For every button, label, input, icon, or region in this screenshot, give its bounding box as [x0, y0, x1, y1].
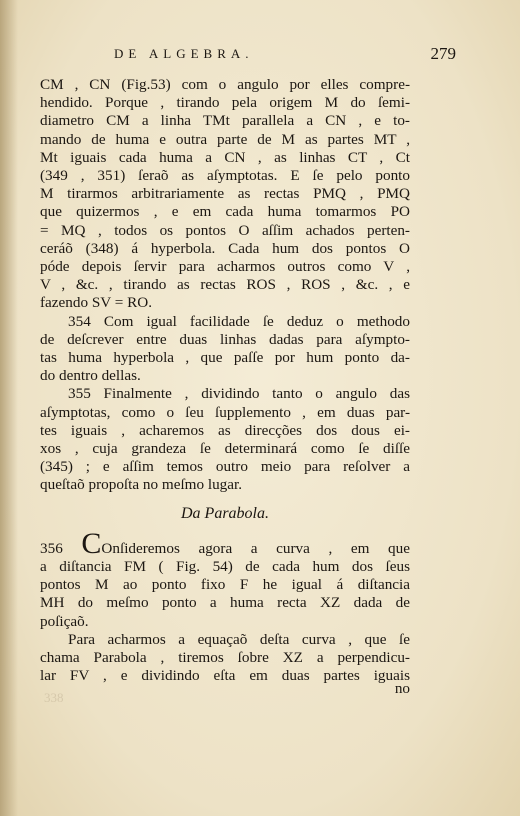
text-line: mando de huma e outra parte de M as partes MT ,: [40, 130, 410, 148]
text-line: que quizermos , e em cada huma tomarmos PO: [40, 203, 410, 221]
page-header: [84, 44, 456, 66]
section-heading: Da Parabola.: [181, 504, 269, 522]
text-line: 355 Finalmente , dividindo tanto o angulo das: [68, 385, 410, 403]
text-line: de deſcrever entre duas linhas dadas para aſympto-: [40, 330, 410, 348]
text-line: ceráõ (348) á hyperbola. Cada hum dos pontos O: [40, 239, 410, 257]
paragraph-354: [40, 313, 410, 386]
text-line: póde depois ſervir para acharmos outros como V ,: [40, 258, 410, 276]
text-line: 354 Com igual facilidade ſe deduz o methodo: [68, 312, 410, 330]
paragraph-355: [40, 385, 410, 494]
text-line: xos , cuja grandeza ſe determinará como ſe diſſe: [40, 440, 410, 458]
text-line: (345) ; e aſſim temos outro meio para reſolver a: [40, 458, 410, 476]
text-line: lar FV , e dividindo eſta em duas partes iguais: [40, 667, 410, 685]
text-line: M tirarmos arbitrariamente as rectas PMQ , PMQ: [40, 185, 410, 203]
text-line: queſtaõ propoſta no meſmo lugar.: [40, 476, 243, 494]
text-line: pontos M ao ponto fixo F he igual á diſtancia: [40, 576, 410, 594]
text-line: tas huma hyperbola , que paſſe por hum ponto da-: [40, 349, 410, 367]
catchword: no: [394, 680, 410, 697]
text-line: hendido. Porque , tirando pela origem M do ſemi-: [40, 94, 410, 112]
text-line: MH do meſmo ponto a huma recta XZ dada de: [40, 594, 410, 612]
paragraph-next: [40, 631, 410, 686]
text-line: diametro CM a linha TMt parallela a CN , e to-: [40, 112, 410, 130]
body-text: [40, 76, 410, 686]
bleed-through: 338: [44, 690, 64, 705]
text-line: tes iguais , acharemos as direcções dos dous ei-: [40, 421, 410, 439]
text-line: aſymptotas, como o ſeu ſupplemento , em duas par-: [40, 403, 410, 421]
paragraph-number: 356: [40, 539, 63, 557]
text-line: (349 , 351) ſeraõ as aſymptotas. E ſe pelo ponto: [40, 167, 410, 185]
page-number: 279: [430, 44, 456, 63]
text-line: poſiçaõ.: [40, 612, 89, 630]
text-line: Para acharmos a equaçaõ deſta curva , que ſe: [68, 630, 410, 648]
text-line: chama Parabola , tiremos ſobre XZ a perpendicu-: [40, 649, 410, 667]
paragraph-continuation: [40, 76, 410, 313]
text-line: [40, 526, 410, 560]
paragraph-356: [40, 526, 410, 631]
text-line: Mt iguais cada huma a CN , as linhas CT , Ct: [40, 148, 410, 166]
text-line: V , &c. , tirando as rectas ROS , ROS , &c. , e: [40, 276, 410, 294]
text-run: Onſideremos agora a curva , em que: [101, 539, 410, 557]
gutter-shadow: [0, 0, 18, 816]
text-line: = MQ , todos os pontos O aſſim achados perten-: [40, 221, 410, 239]
text-line: fazendo SV = RO.: [40, 294, 153, 312]
drop-cap: C: [81, 526, 102, 560]
text-line: CM , CN (Fig.53) com o angulo por elles compre-: [40, 76, 410, 93]
running-head: DE ALGEBRA.: [114, 46, 254, 61]
text-line: do dentro dellas.: [40, 367, 141, 385]
text-line: a diſtancia FM ( Fig. 54) de cada hum dos ſeus: [40, 558, 410, 576]
